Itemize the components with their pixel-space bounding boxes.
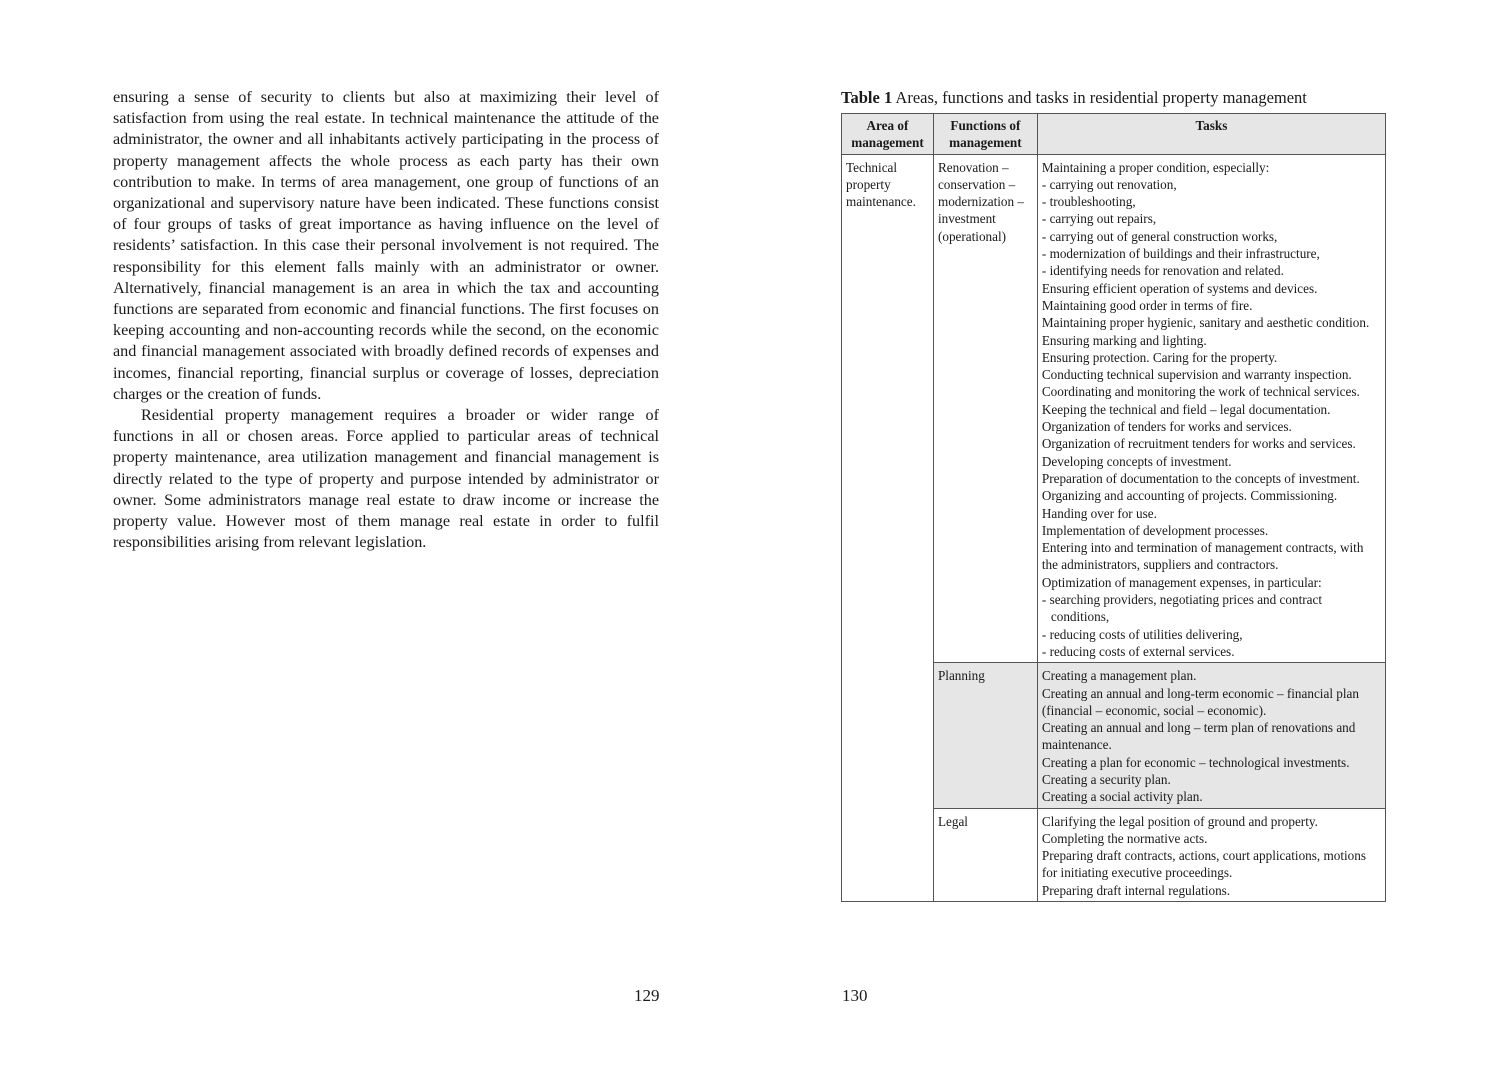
table-caption-label: Table 1 bbox=[841, 88, 893, 107]
tasks-cell bbox=[1037, 663, 1385, 808]
function-cell: Planning bbox=[933, 663, 1037, 808]
table-caption bbox=[841, 87, 1401, 108]
table-row bbox=[842, 154, 1386, 663]
task-item: - reducing costs of utilities delivering, bbox=[1041, 626, 1243, 642]
task-item: Ensuring marking and lighting. bbox=[1041, 332, 1207, 348]
header-functions: Functions of management bbox=[933, 114, 1037, 155]
task-item: Maintaining a proper condition, especially: bbox=[1041, 159, 1270, 175]
page-number: 130 bbox=[842, 986, 868, 1005]
task-item: Ensuring efficient operation of systems and devices. bbox=[1041, 280, 1318, 296]
area-cell: Technical property maintenance. bbox=[842, 154, 934, 901]
task-item: Organization of recruitment tenders for works and services. bbox=[1041, 436, 1356, 452]
task-item: - carrying out of general construction works, bbox=[1041, 228, 1278, 244]
task-item: Organization of tenders for works and services. bbox=[1041, 419, 1292, 435]
task-item: Creating a plan for economic – technological investments. bbox=[1041, 754, 1350, 770]
task-item: Coordinating and monitoring the work of technical services. bbox=[1041, 384, 1360, 400]
tasks-cell bbox=[1037, 808, 1385, 901]
header-tasks: Tasks bbox=[1037, 114, 1385, 155]
task-item: Maintaining good order in terms of fire. bbox=[1041, 297, 1253, 313]
task-item: Creating a management plan. bbox=[1041, 668, 1197, 684]
task-item: Maintaining proper hygienic, sanitary and aesthetic condition. bbox=[1041, 315, 1370, 331]
tasks-cell bbox=[1037, 154, 1385, 663]
paragraph: Residential property management requires a broader or wider range of functions in all or chosen areas. Force applied to particular areas of technical property maintenance, area utilization management and financial management is directly related to the type of property and purpose intended by administrator or owner. Some administrators manage real estate to draw income or increase the property value. However most of them manage real estate in order to fulfil responsibilities arising from relevant legislation. bbox=[113, 406, 659, 552]
task-item: Clarifying the legal position of ground and property. bbox=[1041, 813, 1318, 829]
task-item: Keeping the technical and field – legal documentation. bbox=[1041, 401, 1331, 417]
function-cell: Legal bbox=[933, 808, 1037, 901]
task-item: - troubleshooting, bbox=[1041, 194, 1136, 210]
task-item: Preparing draft contracts, actions, court applications, motions for initiating executive proceedings. bbox=[1041, 848, 1366, 881]
task-item: - identifying needs for renovation and related. bbox=[1041, 263, 1284, 279]
management-table bbox=[841, 113, 1386, 902]
task-item: Completing the normative acts. bbox=[1041, 830, 1208, 846]
task-item: Implementation of development processes. bbox=[1041, 522, 1269, 538]
paragraph: ensuring a sense of security to clients but also at maximizing their level of satisfaction from using the real estate. In technical maintenance the attitude of the administrator, the owner and all inhabitants actively participating in the process of property management affects the whole process as each party has their own contribution to make. In terms of area management, one group of functions of an organizational and supervisory nature have been indicated. These functions consist of four groups of tasks of great importance as having influence on the level of residents’ satisfaction. In this case their personal involvement is not required. The responsibility for this element falls mainly with an administrator or owner. Alternatively, financial management is an area in which the tax and accounting functions are separated from economic and financial functions. The first focuses on keeping accounting and non-accounting records while the second, on the economic and financial management associated with broadly defined records of expenses and incomes, financial reporting, financial surplus or coverage of losses, depreciation charges or the creation of funds. bbox=[113, 88, 659, 403]
task-item: - modernization of buildings and their infrastructure, bbox=[1041, 246, 1320, 262]
task-item: Creating a security plan. bbox=[1041, 771, 1171, 787]
task-item: Creating an annual and long – term plan of renovations and maintenance. bbox=[1041, 720, 1356, 753]
task-item: Optimization of management expenses, in particular: bbox=[1041, 574, 1322, 590]
task-item: Creating an annual and long-term economic – financial plan (financial – economic, social – economic). bbox=[1041, 685, 1359, 718]
task-item: - searching providers, negotiating prices and contract conditions, bbox=[1041, 592, 1323, 625]
table-header-row bbox=[842, 114, 1386, 155]
task-item: Conducting technical supervision and warranty inspection. bbox=[1041, 367, 1352, 383]
body-text bbox=[113, 87, 659, 553]
task-item: Entering into and termination of management contracts, with the administrators, suppliers and contractors. bbox=[1041, 540, 1364, 573]
task-item: Creating a social activity plan. bbox=[1041, 789, 1203, 805]
task-item: - reducing costs of external services. bbox=[1041, 643, 1235, 659]
task-item: - carrying out renovation, bbox=[1041, 176, 1177, 192]
function-cell: Renovation – conservation – modernization – investment (operational) bbox=[933, 154, 1037, 663]
task-item: Developing concepts of investment. bbox=[1041, 453, 1232, 469]
task-item: Preparing draft internal regulations. bbox=[1041, 882, 1231, 898]
right-page bbox=[750, 0, 1500, 1068]
task-item: Organizing and accounting of projects. Commissioning. Handing over for use. bbox=[1041, 488, 1338, 521]
task-item: - carrying out repairs, bbox=[1041, 211, 1157, 227]
task-item: Preparation of documentation to the concepts of investment. bbox=[1041, 470, 1360, 486]
header-area: Area of management bbox=[842, 114, 934, 155]
page-number: 129 bbox=[634, 986, 660, 1005]
task-item: Ensuring protection. Caring for the property. bbox=[1041, 349, 1278, 365]
table-caption-text: Areas, functions and tasks in residential property management bbox=[892, 88, 1307, 107]
